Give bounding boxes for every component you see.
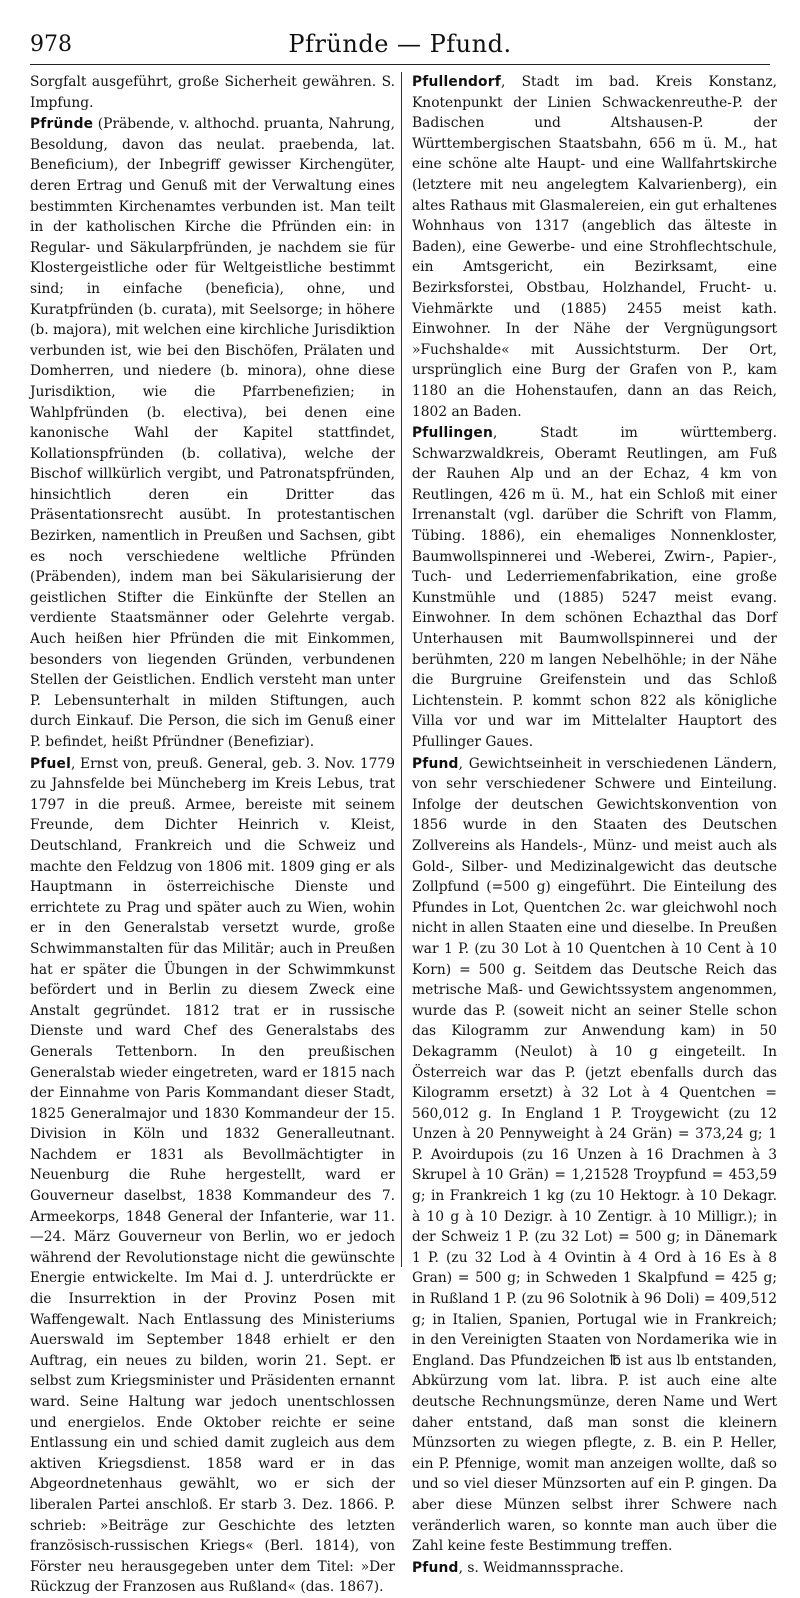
entry-text: , Ernst von, preuß. General, geb. 3. Nov. 1779 zu Jahnsfelde bei Müncheberg im Kreis Lebus, trat 1797 in die preuß. Armee, bereiste mit seinem Freunde, dem Dichter Heinrich v. Kleist, Deutschland, Frankreich und die Schweiz und machte den Feldzug von 1806 mit. 1809 ging er als Hauptmann in österreichische Dienste und errichtete zu Prag und später auch zu Wien, wohin er in den Generalstab versetzt wurde, große Schwimmanstalten für das Militär; auch in Preußen hat er später die Übungen in der Schwimmkunst befördert und in Berlin zu diesem Zweck eine Anstalt gegründet. 1812 trat er in russische Dienste und ward Chef des Generalstabs des Generals Tettenborn. In den preußischen Generalstab wieder eingetreten, ward er 1815 nach der Einnahme von Paris Kommandant dieser Stadt, 1825 Generalmajor und 1830 Kommandeur der 15. Division in Köln und 1832 Generalleutnant. Nachdem er 1831 als Bevollmächtigter in Neuenburg die Ruhe hergestellt, ward er Gouverneur daselbst, 1838 Kommandeur des 7. Armeekorps, 1848 General der Infanterie, war 11.—24. März Gouverneur von Berlin, wo er jedoch während der Revolutionstage nicht die gewünschte Energie entwickelte. Im Mai d. J. unterdrückte er die Insurrektion in der Provinz Posen mit Waffengewalt. Nach Entlassung des Ministeriums Auerswald im September 1848 erhielt er den Auftrag, ein neues zu bilden, worin 21. Sept. er selbst zum Kriegsminister und Präsidenten ernannt ward. Seine Haltung war jedoch unentschlossen und energielos. Ende Oktober reichte er seine Entlassung ein und schied damit zugleich aus dem aktiven Kriegsdienst. 1858 ward er in das Abgeordnetenhaus gewählt, wo er sich der liberalen Partei anschloß. Er starb 3. Dez. 1866. P. schrieb: »Beiträge zur Geschichte des letzten französisch-russischen Kriegs« (Berl. 1814), von Förster neu herausgegeben unter dem Titel: »Der Rückzug der Franzosen aus Rußland« (das. 1867). — [30, 755, 395, 1596]
entry-text: (Präbende, v. althochd. pruanta, Nahrung, Besoldung, davon das neulat. praebenda, lat. Beneficium), der Inbegriff gewisser Kirchengüter, deren Ertrag und Genuß mit der Verwaltung eines bestimmten Kirchenamtes verbunden ist. Man teilt in der katholischen Kirche die Pfründen ein: in Regular- und Säkularpfründen, je nachdem sie für Klostergeistliche oder für Weltgeistliche bestimmt sind; in einfache (beneficia), ohne, und Kuratpfründen (b. curata), mit Seelsorge; in höhere (b. majora), mit welchen eine kirchliche Jurisdiktion verbunden ist, wie bei den Bischöfen, Prälaten und Domherren, und niedere (b. minora), ohne diese Jurisdiktion, wie die Pfarrbenefizien; in Wahlpfründen (b. electiva), bei denen eine kanonische Wahl der Kapitel stattfindet, Kollationspfründen (b. collativa), welche der Bischof willkürlich vergibt, und Patronatspfründen, hinsichtlich deren ein Dritter das Präsentationsrecht ausübt. In protestantischen Bezirken, namentlich in Preußen und Sachsen, gibt es noch verschiedene weltliche Pfründen (Präbenden), indem man bei Säkularisierung der geistlichen Stifter die Einkünfte der Stellen an verdiente Staatsmänner oder Gelehrte vergab. Auch heißen hier Pfründen die mit Einkommen, besonders von liegenden Gründen, verbundenen Stellen der Geistlichen. Endlich versteht man unter P. Lebensunterhalt in milden Stiftungen, auch durch Einkauf. Die Person, die sich im Genuß einer P. befindet, heißt Pfründner (Benefiziar). — [30, 116, 395, 750]
entry-text: , Stadt im bad. Kreis Konstanz, Knotenpunkt der Linien Schwackenreuthe-P. der Badischen und Altshausen-P. der Württembergischen Staatsbahn, 656 m ü. M., hat eine schöne alte Haupt- und eine Wallfahrtskirche (letztere mit neu angelegtem Kalvarienberg), ein altes Rathaus mit Glasmalereien, ein gut erhaltenes Wohnhaus von 1317 (angeblich das älteste in Baden), eine Gewerbe- und eine Strohflechtschule, ein Amtsgericht, ein Bezirksamt, eine Bezirksforstei, Obstbau, Holzhandel, Frucht- u. Viehmärkte und (1885) 2455 meist kath. Einwohner. In der Nähe der Vergnügungsort »Fuchshalde« mit Aussichtsturm. Der Ort, ursprünglich eine Burg der Grafen von P., kam 1180 an die Hohenstaufen, dann an das Reich, 1802 an Baden. — [412, 74, 777, 420]
entry-impfung-continuation — [30, 72, 395, 113]
entry-headword: Pfründe — [30, 116, 94, 133]
entry-headword: Pfuel — [30, 755, 72, 772]
entry-pfullendorf — [412, 72, 777, 422]
right-column — [412, 72, 777, 1576]
left-column — [30, 72, 395, 1596]
entry-pfullingen — [412, 423, 777, 753]
entry-pfuel — [30, 754, 395, 1598]
column-divider — [401, 72, 402, 1267]
entry-text: , Gewichtseinheit in verschiedenen Ländern, von sehr verschiedener Schwere und Einteilung. Infolge der deutschen Gewichtskonvention von 1856 wurde in den Staaten des Deutschen Zollvereins als Handels-, Münz- und meist auch als Gold-, Silber- und Medizinalgewicht das deutsche Zollpfund (=500 g) eingeführt. Die Einteilung des Pfundes in Lot, Quentchen 2c. war gleichwohl noch nicht in allen Staaten eine und dieselbe. In Preußen war 1 P. (zu 30 Lot à 10 Quentchen à 10 Cent à 10 Korn) = 500 g. Seitdem das Deutsche Reich das metrische Maß- und Gewichtssystem angenommen, wurde das P. (soweit nicht an seiner Stelle schon das Kilogramm zur Anwendung kam) in 50 Dekagramm (Neulot) à 10 g eingeteilt. In Österreich war das P. (jetzt ebenfalls durch das Kilogramm ersetzt) à 32 Lot à 4 Quentchen = 560,012 g. In England 1 P. Troygewicht (zu 12 Unzen à 20 Pennyweight à 24 Grän) = 373,24 g; 1 P. Avoirdupois (zu 16 Unzen à 16 Drachmen à 3 Skrupel à 10 Grän) = 1,21528 Troypfund = 453,59 g; in Frankreich 1 kg (zu 10 Hektogr. à 10 Dekagr. à 10 g à 10 Dezigr. à 10 Zentigr. à 10 Milligr.); in der Schweiz 1 P. (zu 32 Lot) = 500 g; in Dänemark 1 P. (zu 32 Lod à 4 Ovintin à 4 Ord à 16 Es à 8 Gran) = 500 g; in Schweden 1 Skalpfund = 425 g; in Rußland 1 P. (zu 96 Solotnik à 96 Doli) = 409,512 g; in Italien, Spanien, Portugal wie in Frankreich; in den Vereinigten Staaten von Nordamerika wie in England. Das Pfundzeichen ℔ ist aus lb entstanden, Abkürzung vom lat. libra. P. ist auch eine alte deutsche Rechnungsmünze, deren Name und Wert daher entstand, daß man sonst die kleinern Münzsorten zu wiegen pflegte, z. B. ein P. Heller, ein P. Pfennige, womit man anzeigen wollte, daß so und so viel dieser Münzsorten auf ein P. gingen. Da aber diese Münzen selbst ihrer Schwere nach veränderlich waren, so konnte man auch über die Zahl keine feste Bestimmung treffen. — [412, 755, 777, 1555]
page-header — [30, 28, 770, 65]
entry-headword: Pfullingen — [412, 425, 494, 442]
running-head: Pfründe — Pfund. — [288, 30, 512, 58]
entry-text: Sorgfalt ausgeführt, große Sicherheit gewähren. S. Impfung. — [30, 74, 395, 111]
entry-headword: Pfund — [412, 1559, 459, 1576]
entry-headword: Pfullendorf — [412, 74, 501, 90]
entry-pfund-weidmann — [412, 1558, 777, 1579]
entry-headword: Pfund — [412, 755, 459, 772]
entry-pfruende — [30, 114, 395, 752]
entry-pfund — [412, 754, 777, 1557]
page-number: 978 — [30, 32, 72, 57]
entry-text: , Stadt im württemberg. Schwarzwaldkreis, Oberamt Reutlingen, am Fuß der Rauhen Alp und an der Echaz, 4 km von Reutlingen, 426 m ü. M., hat ein Schloß mit einer Irrenanstalt (vgl. darüber die Schrift von Flamm, Tübing. 1886), ein ehemaliges Nonnenkloster, Baumwollspinnerei und -Weberei, Zwirn-, Papier-, Tuch- und Lederriemenfabrikation, eine große Kunstmühle und (1885) 5247 meist evang. Einwohner. In dem schönen Echazthal das Dorf Unterhausen mit Baumwollspinnerei und der berühmten, 220 m langen Nebelhöhle; in der Nähe die Burgruine Greifenstein und das Schloß Lichtenstein. P. kommt schon 822 als königliche Villa vor und war im Mittelalter Hauptort des Pfullinger Gaues. — [412, 425, 777, 750]
entry-text: , s. Weidmannssprache. — [458, 1559, 624, 1576]
